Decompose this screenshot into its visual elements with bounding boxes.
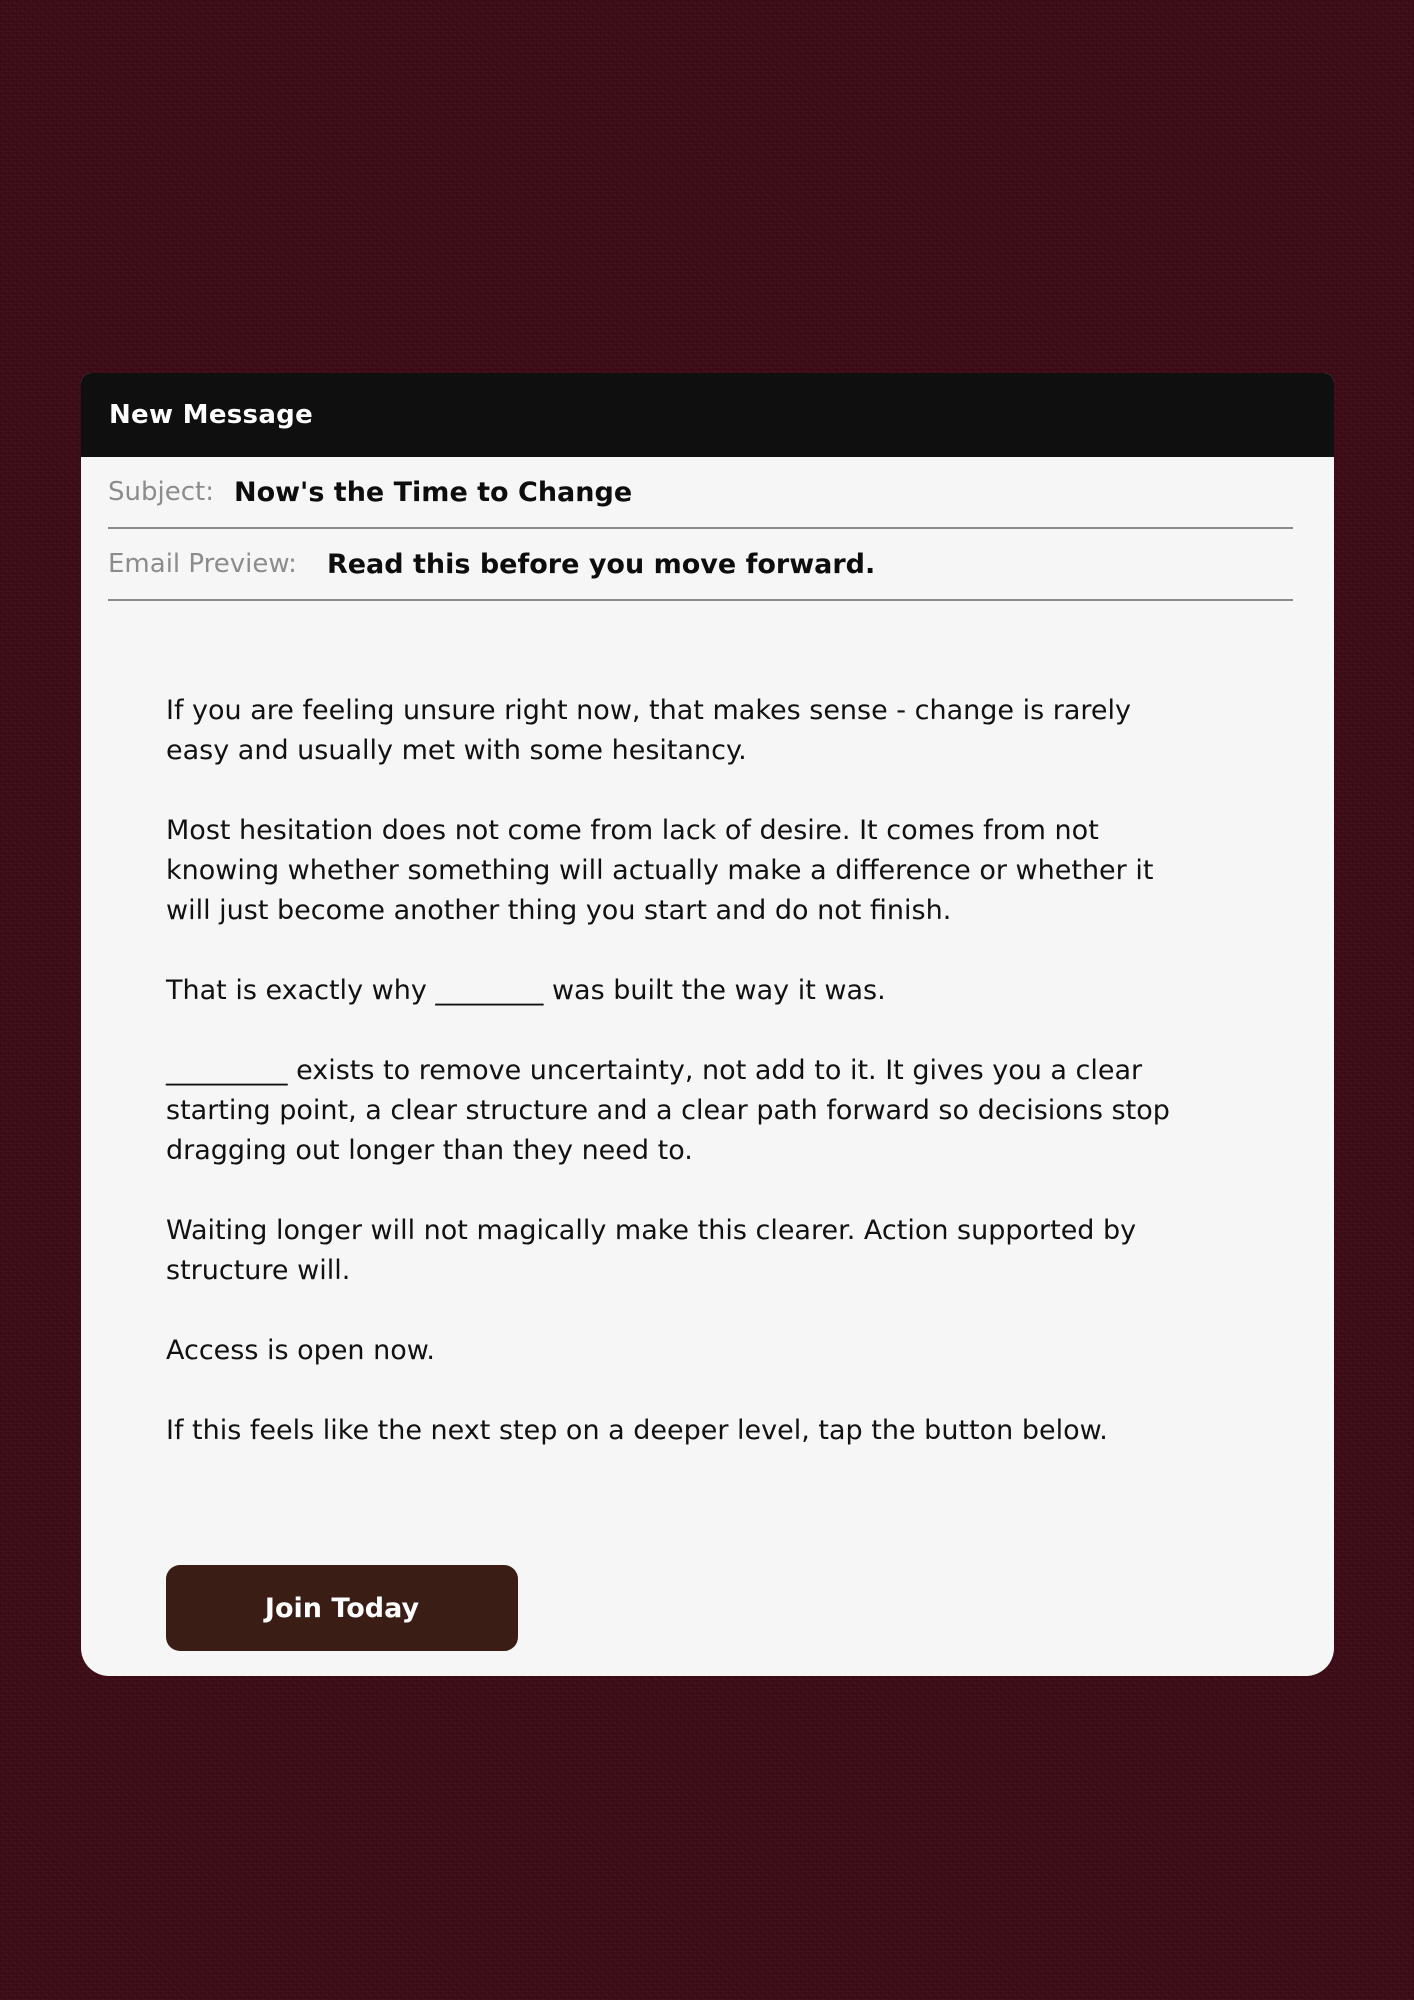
email-compose-window — [81, 373, 1334, 1676]
body-paragraph: Most hesitation does not come from lack of desire. It comes from not knowing whether something will actually make a difference or whether it will just become another thing you start and do not finish. — [166, 815, 1154, 926]
email-body[interactable] — [166, 691, 1196, 1491]
subject-row — [108, 457, 1293, 529]
email-preview-label: Email Preview: — [108, 549, 297, 579]
body-paragraph: If you are feeling unsure right now, that makes sense - change is rarely easy and usually met with some hesitancy. — [166, 695, 1131, 766]
subject-field[interactable]: Now's the Time to Change — [233, 476, 633, 508]
body-paragraph: Access is open now. — [166, 1335, 435, 1366]
body-paragraph: _________ exists to remove uncertainty, not add to it. It gives you a clear starting point, a clear structure and a clear path forward so decisions stop dragging out longer than they need to. — [166, 1055, 1170, 1166]
join-today-button[interactable]: Join Today — [166, 1565, 518, 1651]
body-paragraph: If this feels like the next step on a deeper level, tap the button below. — [166, 1415, 1108, 1446]
email-preview-field[interactable]: Read this before you move forward. — [326, 548, 876, 580]
window-title: New Message — [109, 400, 314, 430]
window-titlebar — [81, 373, 1334, 457]
body-paragraph: That is exactly why ________ was built the way it was. — [166, 975, 886, 1006]
email-preview-row — [108, 529, 1293, 601]
body-paragraph: Waiting longer will not magically make this clearer. Action supported by structure will. — [166, 1215, 1137, 1286]
subject-label: Subject: — [108, 477, 214, 507]
